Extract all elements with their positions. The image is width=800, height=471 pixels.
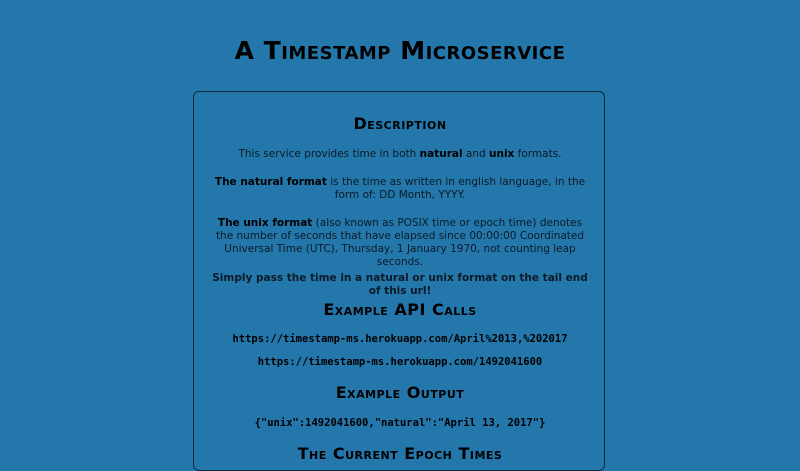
description-heading: Description: [353, 114, 447, 133]
example-output-json: {"unix":1492041600,"natural":"April 13, 2017"}: [254, 417, 546, 429]
p1-text-mid: and: [462, 148, 489, 160]
natural-format-paragraph: [208, 176, 592, 202]
info-card: [193, 91, 605, 471]
api-call-unix: https://timestamp-ms.herokuapp.com/1492041600: [257, 356, 543, 368]
usage-instruction: Simply pass the time in a natural or unix format on the tail end of this url!: [212, 272, 588, 297]
current-epoch-heading: The Current Epoch Times: [297, 444, 503, 463]
p1-text-pre: This service provides time in both: [238, 148, 420, 160]
unix-format-text: (also known as POSIX time or epoch time) denotes the number of seconds that have elapsed since 00:00:00 Coordinated Universal Time (UTC), Thursday, 1 January 1970, not counting leap seconds.: [215, 217, 585, 268]
p1-unix: unix: [489, 148, 515, 160]
unix-format-paragraph: [208, 217, 592, 269]
api-call-natural: https://timestamp-ms.herokuapp.com/April%2013,%202017: [232, 333, 568, 345]
page-title: A Timestamp Microservice: [234, 36, 566, 65]
example-output-heading: Example Output: [335, 383, 465, 402]
api-calls-heading: Example API Calls: [323, 300, 477, 319]
natural-format-text: is the time as written in english language, in the form of: DD Month, YYYY.: [326, 176, 586, 201]
p1-natural: natural: [419, 148, 463, 160]
p1-text-post: formats.: [514, 148, 562, 160]
description-paragraph-1: [208, 148, 592, 161]
natural-format-label: The natural format: [214, 176, 327, 188]
unix-format-label: The unix format: [217, 217, 313, 229]
